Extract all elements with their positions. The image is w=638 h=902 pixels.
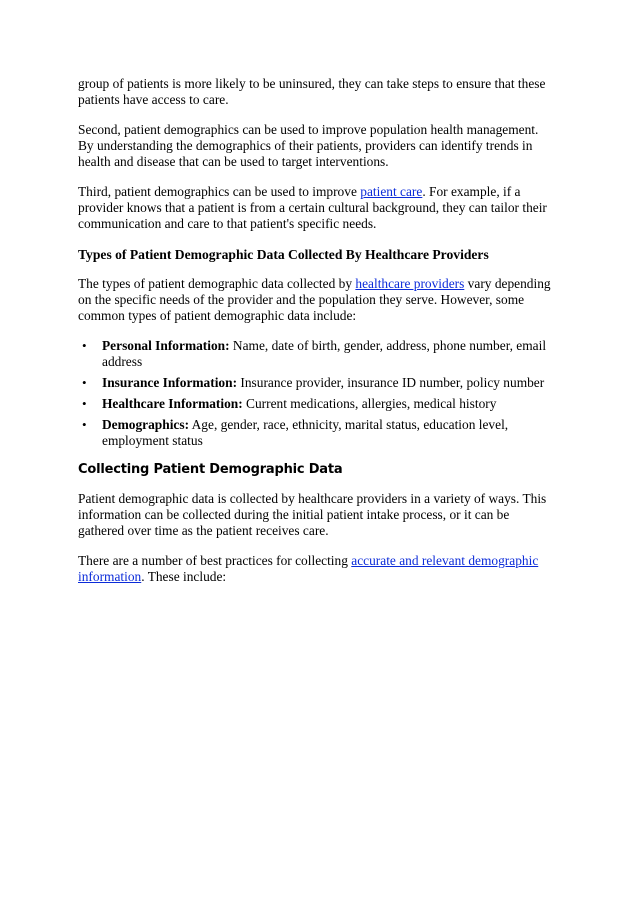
list-item-label: Personal Information: xyxy=(102,338,230,353)
patient-care-link[interactable]: patient care xyxy=(360,184,423,199)
paragraph-patient-care xyxy=(78,184,556,232)
list-item-text: Name, date of birth, gender, address, phone number, email address xyxy=(102,338,547,369)
paragraph-text: . These include: xyxy=(141,569,227,584)
heading-types-of-data: Types of Patient Demographic Data Collected By Healthcare Providers xyxy=(78,247,489,262)
bullet-icon: • xyxy=(82,338,87,353)
paragraph-best-practices xyxy=(78,553,556,585)
paragraph-uninsured: group of patients is more likely to be uninsured, they can take steps to ensure that these patients have access to care. xyxy=(78,76,546,107)
list-item-text: Current medications, allergies, medical history xyxy=(242,396,497,411)
paragraph-types-intro xyxy=(78,276,556,324)
demographic-information-link[interactable]: accurate and relevant demographic information xyxy=(78,553,539,584)
paragraph-text: . For example, if a provider knows that a patient is from a certain cultural background, they can tailor their communication and care to that patient's specific needs. xyxy=(78,184,547,231)
list-item xyxy=(78,338,556,370)
paragraph-text: vary depending on the specific needs of the provider and the population they serve. However, some common types of patient demographic data include: xyxy=(78,276,551,323)
paragraph-population-health: Second, patient demographics can be used to improve population health management. By understanding the demographics of their patients, providers can identify trends in health and disease that can be used to target interventions. xyxy=(78,122,539,169)
bullet-icon: • xyxy=(82,396,87,411)
paragraph-text: Third, patient demographics can be used to improve xyxy=(78,184,361,199)
list-item-label: Demographics: xyxy=(102,417,190,432)
list-item xyxy=(78,417,556,449)
data-types-list xyxy=(78,338,556,449)
document-body xyxy=(78,76,556,599)
list-item-label: Insurance Information: xyxy=(102,375,238,390)
paragraph-text: The types of patient demographic data collected by xyxy=(78,276,356,291)
list-item xyxy=(78,375,556,391)
bullet-icon: • xyxy=(82,375,87,390)
list-item xyxy=(78,396,556,412)
paragraph-text: There are a number of best practices for collecting xyxy=(78,553,352,568)
list-item-text: Age, gender, race, ethnicity, marital status, education level, employment status xyxy=(102,417,509,448)
heading-collecting-data: Collecting Patient Demographic Data xyxy=(78,462,343,477)
list-item-label: Healthcare Information: xyxy=(102,396,243,411)
list-item-text: Insurance provider, insurance ID number, policy number xyxy=(237,375,545,390)
paragraph-collection-methods: Patient demographic data is collected by healthcare providers in a variety of ways. This information can be collected during the initial patient intake process, or it can be gathered over time as the patient receives care. xyxy=(78,491,547,538)
bullet-icon: • xyxy=(82,417,87,432)
healthcare-providers-link[interactable]: healthcare providers xyxy=(355,276,465,291)
